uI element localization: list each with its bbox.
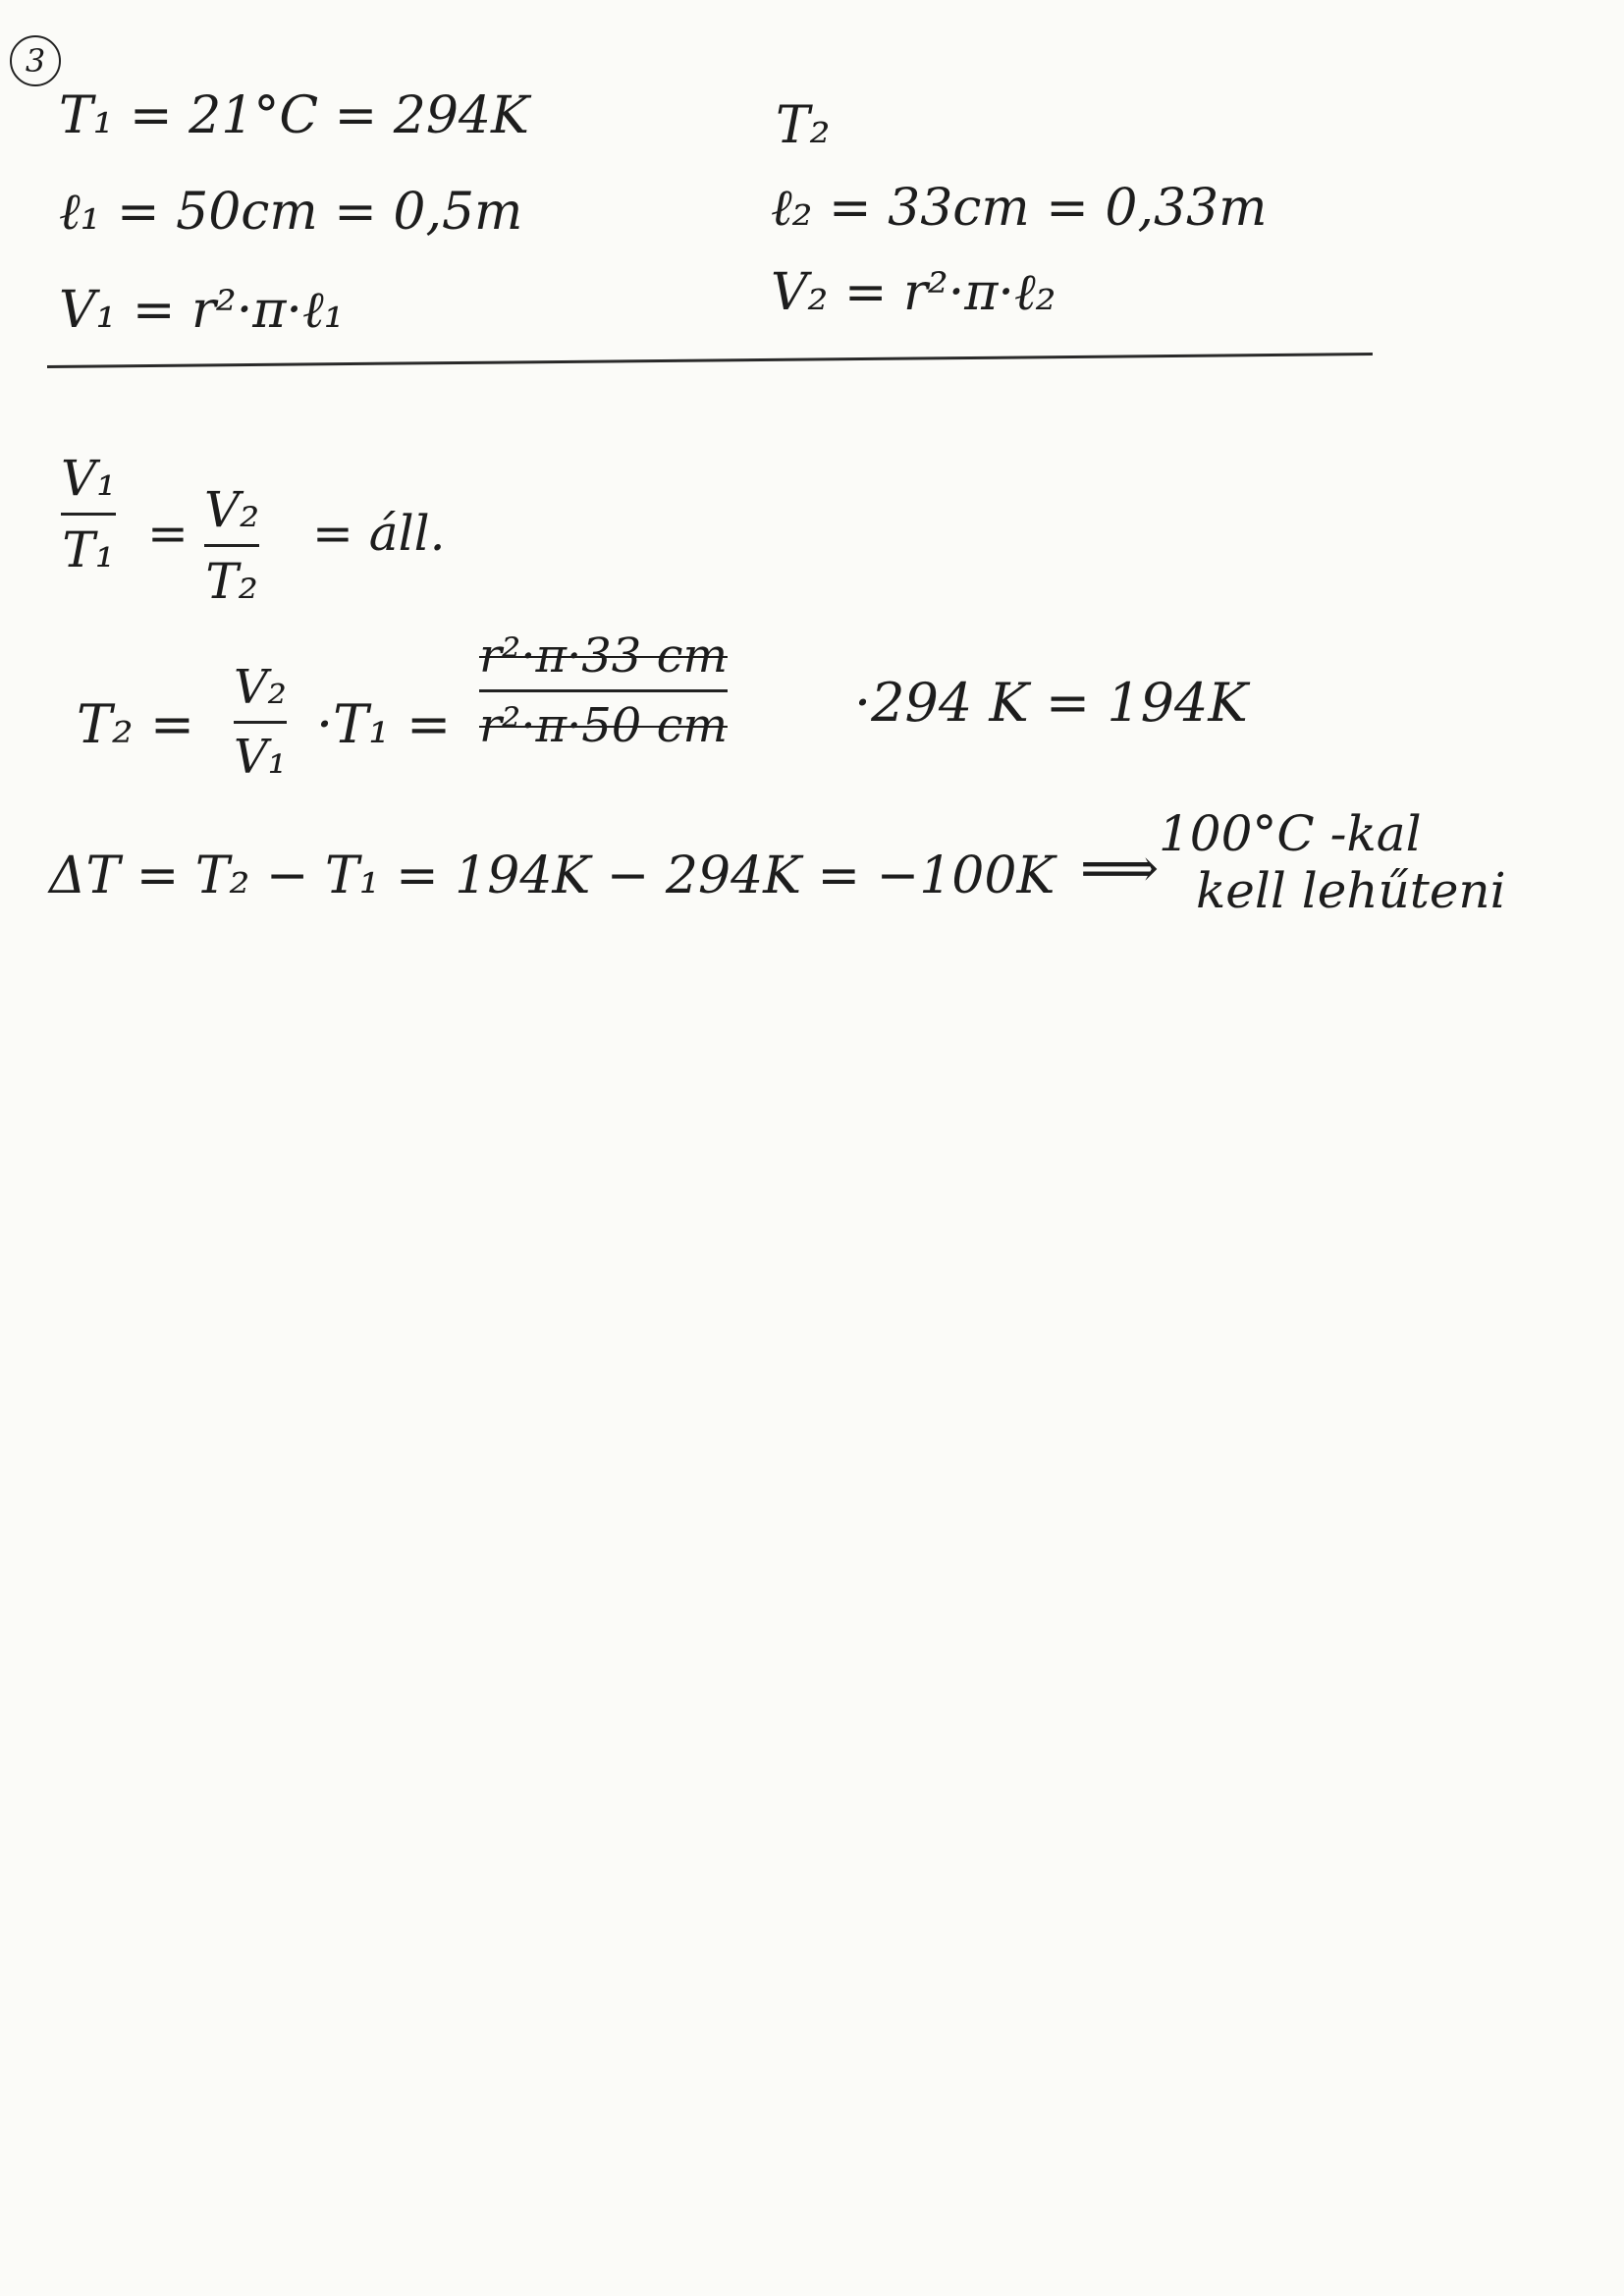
separator-line (47, 353, 1373, 368)
law-num-left: V₁ (61, 450, 117, 507)
law-num-right: V₂ (204, 481, 260, 538)
law-fraction-right (204, 481, 259, 610)
fraction-bar (61, 513, 116, 516)
given-v2: V₂ = r²·π·ℓ₂ (771, 263, 1056, 322)
law-den-left: T₁ (62, 521, 115, 578)
fraction-bar (234, 721, 287, 724)
t2-big-fraction (479, 629, 728, 753)
given-v1: V₁ = r²·π·ℓ₁ (59, 281, 345, 340)
law-fraction-left (61, 450, 116, 578)
t2-ratio-den: V₁ (234, 730, 287, 785)
conclusion-line-2: kell lehűteni (1196, 862, 1506, 919)
t2-result: ·294 K = 194K (854, 672, 1248, 734)
t2-big-den: r²·π·50 cm (479, 698, 728, 753)
fraction-bar (204, 544, 259, 547)
given-t1: T₁ = 21°C = 294K (59, 86, 529, 145)
problem-number (10, 35, 61, 86)
delta-expression: ΔT = T₂ − T₁ = 194K − 294K = −100K (49, 847, 1056, 905)
show-through-background (236, 746, 1434, 1972)
implies-arrow: ⟹ (1080, 837, 1160, 901)
t2-mid: ·T₁ = (316, 693, 452, 755)
t2-big-num: r²·π·33 cm (479, 629, 728, 683)
law-den-right: T₂ (205, 553, 258, 610)
law-tail: = áll. (312, 505, 446, 562)
problem-number-text: 3 (25, 42, 46, 80)
fraction-bar (479, 689, 728, 692)
t2-lhs: T₂ = (77, 693, 195, 755)
t2-ratio-num: V₂ (234, 660, 287, 715)
given-l2: ℓ₂ = 33cm = 0,33m (771, 179, 1268, 238)
given-t2: T₂ (776, 96, 831, 155)
given-l1: ℓ₁ = 50cm = 0,5m (59, 183, 523, 242)
law-equals: = (147, 505, 189, 562)
conclusion-line-1: 100°C -kal (1159, 805, 1422, 862)
